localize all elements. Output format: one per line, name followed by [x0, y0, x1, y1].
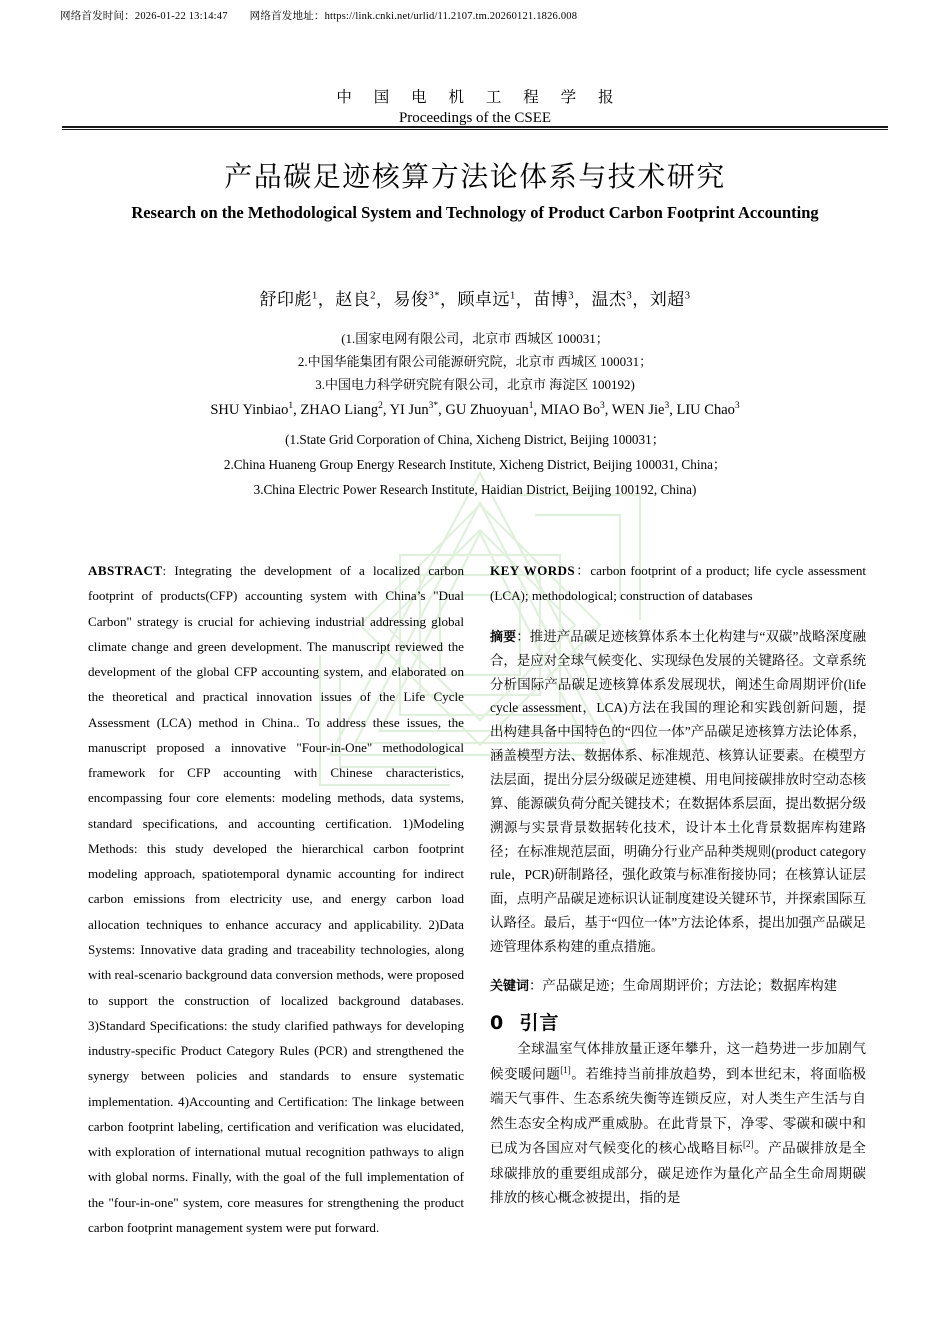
author-list-en: SHU Yinbiao$^1$, ZHAO Liang$^2$, YI Jun$^{3*}$, GU Zhuoyuan$^1$, MIAO Bo$^3$, WEN Jie$^3$, LIU Chao$^3$: [210, 401, 740, 418]
author-name: 顾卓远: [457, 290, 510, 309]
author-affiliation-marker: 3: [734, 401, 740, 411]
affiliation-line: 3.中国电力科学研究院有限公司，北京市 海淀区 100192): [315, 377, 635, 393]
journal-masthead: [0, 88, 950, 129]
affiliation-line: (1.State Grid Corporation of China, Xicheng District, Beijing 100031；: [285, 432, 665, 447]
author-name: GU Zhuoyuan: [445, 401, 529, 418]
author-affiliation-marker: 2: [370, 290, 376, 302]
author-name: ZHAO Liang: [300, 401, 379, 418]
author-name: MIAO Bo: [540, 401, 600, 418]
author-affiliation-marker: 3*: [428, 290, 440, 302]
content-columns: [88, 558, 866, 1240]
paragraph-text-1: 全球温室气体排放量正逐年攀升，这一趋势进一步加剧气候变暖问题: [490, 1040, 866, 1082]
first-publish-time-value: 2026-01-22 13:14:47: [134, 11, 228, 22]
author-name: 舒印彪: [259, 290, 312, 309]
keywords-en-text: carbon footprint of a product; life cycle assessment (LCA); methodological; construction of databases: [490, 563, 866, 604]
keywords-cn: [490, 974, 866, 998]
author-affiliation-marker: 3: [684, 290, 691, 302]
page-title-en: Research on the Methodological System and Technology of Product Carbon Footprint Accounting: [131, 203, 819, 222]
author-affiliation-marker: 1: [510, 290, 516, 302]
abstract-en-separator: :: [162, 563, 175, 578]
masthead-divider: [62, 126, 888, 130]
paragraph-text-2: 。若维持当前排放趋势，到本世纪末，将面临极端天气事件、生态系统失衡等连锁反应，对人类生产生活与自然生态安全构成严重威胁。在此背景下，净零、零碳和碳中和已成为各国应对气候变化的核心战略目标: [490, 1066, 867, 1156]
abstract-cn: [490, 625, 866, 959]
section-number: 0: [490, 1011, 505, 1034]
first-publish-url-value[interactable]: https://link.cnki.net/urlid/11.2107.tm.20260121.1826.008: [324, 11, 578, 22]
column-left: [88, 558, 464, 1240]
abstract-cn-label: 摘要: [490, 629, 517, 645]
keywords-en-separator: ：: [575, 563, 591, 578]
section-heading-0: [490, 1008, 866, 1035]
author-name: YI Jun: [389, 401, 429, 418]
affiliation-list-cn: [0, 327, 950, 396]
column-right: [490, 558, 866, 1240]
journal-name-en: Proceedings of the CSEE: [398, 110, 552, 127]
abstract-en-text: Integrating the development of a localized carbon footprint of products(CFP) accounting system with China’s "Dual Carbon" strategy is crucial for achieving industrial addressing global climate change and green development. The manuscript reviewed the development of the global CFP accounting system, and elaborated on the theoretical and practical innovation issues of the Life Cycle Assessment (LCA) method in China.. To address these issues, the manuscript proposed a innovative "Four-in-One" methodological framework for CFP accounting with Chinese characteristics, encompassing four core elements: modeling methods, data systems, standard specifications, and accounting certification. 1)Modeling Methods: this study developed the hierarchical carbon footprint modeling approach, spatiotemporal dynamic accounting for indirect carbon emissions from electricity use, and energy carbon load allocation techniques to enhance accuracy and applicability. 2)Data Systems: Innovative data grading and traceability technologies, along with real-scenario background data conversion methods, were proposed to support the construction of localized background databases. 3)Standard Specifications: the study clarified pathways for developing industry-specific Product Category Rules (PCR) and strengthened the synergy between policies and standards to ensure systematic implementation. 4)Accounting and Certification: The linkage between carbon footprint labeling, certification and verification was elucidated, with exploration of international mutual recognition pathways to align with global norms. Finally, with the goal of the full implementation of the "four-in-one" system, core measures for strengthening the product carbon footprint management system were put forward.: [88, 563, 464, 1235]
abstract-cn-separator: ：: [516, 628, 530, 644]
affiliation-line: 3.China Electric Power Research Institute, Haidian District, Beijing 100192, China): [253, 481, 697, 497]
author-affiliation-marker: 1: [288, 401, 294, 411]
author-affiliation-marker: 3*: [428, 401, 439, 411]
section-paragraph: [490, 1037, 866, 1211]
cnki-first-publish-bar: [60, 8, 577, 23]
affiliation-list-en: [0, 428, 950, 502]
keywords-cn-label: 关键词: [490, 978, 530, 994]
abstract-en-label: ABSTRACT: [88, 563, 163, 578]
author-name: SHU Yinbiao: [210, 401, 289, 418]
author-affiliation-marker: 3: [599, 401, 605, 411]
author-name: WEN Jie: [611, 401, 665, 418]
author-affiliation-marker: 3: [664, 401, 670, 411]
abstract-cn-text: 推进产品碳足迹核算体系本土化构建与“双碳”战略深度融合，是应对全球气候变化、实现绿色发展的关键路径。文章系统分析国际产品碳足迹核算体系发展现状，阐述生命周期评价(life cycle assessment，LCA)方法在我国的理论和实践创新问题，提出构建具备中国特色的“四位一体”产品碳足迹核算方法论体系，涵盖模型方法、数据体系、标准规范、核算认证要素。在模型方法层面，提出分层分级碳足迹建模、用电间接碳排放时空动态核算、能源碳负荷分配关键技术；在数据体系层面，提出数据分级溯源与实景背景数据转化技术，设计本土化背景数据库构建路径；在标准规范层面，明确分行业产品种类规则(product category rule，PCR)研制路径，强化政策与标准衔接协同；在核算认证层面，点明产品碳足迹标识认证制度建设关键环节，并探索国际互认路径。最后，基于“四位一体”方法论体系，提出加强产品碳足迹管理体系构建的重点措施。: [490, 628, 867, 954]
keywords-en: [490, 558, 866, 609]
author-affiliation-marker: 1: [312, 290, 318, 302]
keywords-cn-separator: ：: [529, 977, 543, 993]
citation-2[interactable]: [2]: [743, 1139, 754, 1150]
author-affiliation-marker: 1: [528, 401, 534, 411]
author-affiliation-marker: 3: [568, 290, 574, 302]
first-publish-url-label: 网络首发地址：: [249, 11, 325, 22]
author-name: 刘超: [649, 290, 685, 309]
author-name: 苗博: [533, 290, 569, 309]
author-name: 赵良: [335, 290, 371, 309]
first-publish-time-label: 网络首发时间：: [60, 11, 135, 22]
page-title-cn: 产品碳足迹核算方法论体系与技术研究: [224, 160, 726, 193]
keywords-en-label: KEY WORDS: [490, 563, 576, 578]
author-list-cn: 舒印彪$^1$，赵良$^2$，易俊$^{3*}$，顾卓远$^1$，苗博$^3$，温杰$^3$，刘超$^3$: [259, 290, 691, 309]
abstract-en: [88, 558, 464, 1240]
affiliation-line: (1.国家电网有限公司，北京市 西城区 100031；: [341, 331, 609, 346]
author-name: LIU Chao: [676, 401, 735, 418]
citation-1[interactable]: [1]: [560, 1064, 571, 1075]
paragraph-text-3: 。产品碳排放是全球碳排放的重要组成部分，碳足迹作为量化产品全生命周期碳排放的核心概念被提出，指的是: [490, 1140, 867, 1206]
keywords-cn-text: 产品碳足迹；生命周期评价；方法论；数据库构建: [542, 977, 837, 993]
author-affiliation-marker: 2: [378, 401, 383, 411]
affiliation-line: 2.中国华能集团有限公司能源研究院，北京市 西城区 100031；: [297, 354, 653, 370]
journal-name-cn: 中 国 电 机 工 程 学 报: [336, 89, 623, 106]
author-name: 温杰: [591, 290, 627, 309]
section-title: 引言: [519, 1011, 560, 1034]
affiliation-line: 2.China Huaneng Group Energy Research Institute, Xicheng District, Beijing 100031, China；: [223, 456, 727, 472]
author-affiliation-marker: 3: [626, 290, 633, 302]
author-name: 易俊: [393, 290, 429, 309]
